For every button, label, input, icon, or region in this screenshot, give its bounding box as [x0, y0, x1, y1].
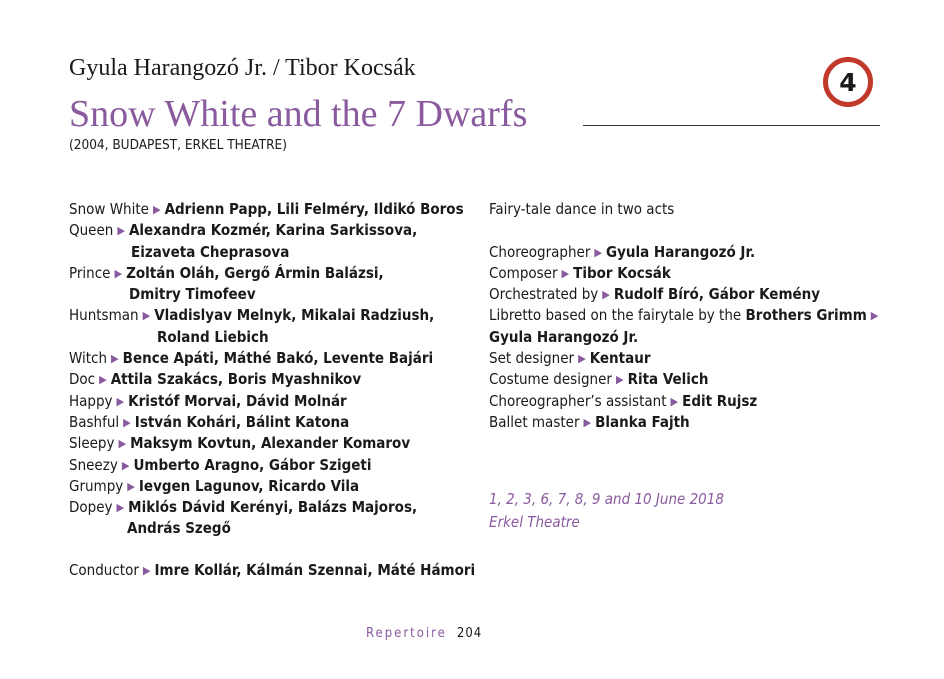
conductor-row: [69, 561, 475, 579]
role-label: Grumpy: [69, 476, 124, 495]
cast-names: Maksym Kovtun, Alexander Komarov: [130, 434, 411, 453]
badge-number: 4: [839, 67, 857, 97]
credit-libretto-cont: Gyula Harangozó Jr.: [489, 327, 639, 346]
cast-row-witch: [69, 348, 469, 369]
role-label: Choreographer: [489, 242, 591, 261]
credit-names: Brothers Grimm: [745, 306, 867, 325]
role-label: Prince: [69, 263, 111, 282]
triangle-right-icon: ▶: [870, 309, 879, 323]
credit-set: [489, 348, 889, 369]
role-label: Ballet master: [489, 412, 580, 431]
triangle-right-icon: ▶: [561, 266, 570, 280]
cast-row-snow-white: [69, 199, 469, 220]
role-label: Choreographer’s assistant: [489, 391, 667, 410]
title-rule: [583, 125, 880, 126]
cast-row-bashful: [69, 412, 469, 433]
role-label: Queen: [69, 221, 114, 240]
performance-dates: 1, 2, 3, 6, 7, 8, 9 and 10 June 2018: [489, 490, 724, 508]
cast-names: Vladislyav Melnyk, Mikalai Radziush,: [154, 306, 435, 325]
role-label: Witch: [69, 349, 108, 368]
credit-names: Tibor Kocsák: [573, 263, 671, 282]
footer-section: Repertoire: [366, 626, 447, 641]
credit-composer: [489, 263, 889, 284]
triangle-right-icon: ▶: [118, 437, 127, 451]
triangle-right-icon: ▶: [670, 394, 679, 408]
triangle-right-icon: ▶: [142, 564, 151, 577]
number-badge: [823, 57, 873, 107]
page-footer: [366, 626, 482, 641]
triangle-right-icon: ▶: [116, 501, 125, 515]
role-label: Sneezy: [69, 455, 118, 474]
production-meta: (2004, BUDAPEST, ERKEL THEATRE): [69, 137, 287, 153]
credit-names: Gyula Harangozó Jr.: [606, 242, 756, 261]
role-label: Huntsman: [69, 306, 139, 325]
credit-choreographer: [489, 242, 889, 263]
cast-names: Ievgen Lagunov, Ricardo Vila: [138, 476, 360, 495]
role-label: Happy: [69, 391, 113, 410]
credit-names: Edit Rujsz: [682, 391, 758, 410]
spacer: [489, 220, 889, 241]
role-label: Snow White: [69, 200, 149, 218]
role-label: Bashful: [69, 412, 120, 431]
triangle-right-icon: ▶: [583, 415, 592, 429]
triangle-right-icon: ▶: [121, 458, 130, 472]
page-number: 204: [456, 626, 483, 641]
role-label: Orchestrated by: [489, 285, 599, 304]
cast-list: [69, 199, 469, 540]
triangle-right-icon: ▶: [602, 288, 610, 302]
cast-row-huntsman-cont: Roland Liebich: [157, 327, 269, 346]
cast-row-doc: [69, 369, 469, 390]
cast-names: Bence Apáti, Máthé Bakó, Levente Bajári: [122, 349, 434, 368]
creative-team: [489, 199, 889, 433]
cast-row-dopey-cont: András Szegő: [127, 519, 231, 538]
credit-assistant: [489, 391, 889, 412]
cast-names: Zoltán Oláh, Gergő Ármin Balázsi,: [126, 263, 384, 282]
role-label: Sleepy: [69, 434, 115, 453]
cast-row-grumpy: [69, 476, 469, 497]
triangle-right-icon: ▶: [116, 394, 125, 408]
credit-names: Kentaur: [589, 349, 651, 368]
cast-names: Umberto Aragno, Gábor Szigeti: [133, 455, 372, 474]
cast-names: Miklós Dávid Kerényi, Balázs Majoros,: [128, 498, 418, 517]
triangle-right-icon: ▶: [123, 415, 131, 429]
triangle-right-icon: ▶: [114, 266, 123, 280]
cast-names: István Kohári, Bálint Katona: [134, 412, 350, 431]
role-label: Doc: [69, 370, 96, 389]
role-label: Costume designer: [489, 370, 612, 389]
triangle-right-icon: ▶: [127, 479, 135, 493]
cast-row-prince: [69, 263, 469, 284]
credit-libretto: [489, 305, 889, 326]
cast-row-queen-cont: Eizaveta Cheprasova: [131, 242, 290, 261]
conductor-names: Imre Kollár, Kálmán Szennai, Máté Hámori: [154, 561, 476, 579]
credit-names: Rita Velich: [627, 370, 709, 389]
triangle-right-icon: ▶: [615, 373, 624, 387]
cast-names: Alexandra Kozmér, Karina Sarkissova,: [128, 221, 418, 240]
cast-row-prince-cont: Dmitry Timofeev: [129, 285, 256, 304]
triangle-right-icon: ▶: [117, 224, 125, 238]
authors-line: Gyula Harangozó Jr. / Tibor Kocsák: [69, 55, 416, 81]
role-label: Conductor: [69, 561, 139, 579]
cast-row-sneezy: [69, 455, 469, 476]
performance-info: [489, 488, 724, 534]
role-label: Set designer: [489, 349, 575, 368]
performance-venue: Erkel Theatre: [489, 513, 580, 531]
credit-costume: [489, 369, 889, 390]
cast-row-happy: [69, 391, 469, 412]
triangle-right-icon: ▶: [111, 352, 119, 366]
page-title: Snow White and the 7 Dwarfs: [69, 93, 528, 135]
role-label: Dopey: [69, 498, 113, 517]
cast-names: Kristóf Morvai, Dávid Molnár: [128, 391, 347, 410]
role-label: Composer: [489, 263, 558, 282]
cast-row-sleepy: [69, 433, 469, 454]
triangle-right-icon: ▶: [578, 352, 586, 366]
credit-ballet-master: [489, 412, 889, 433]
triangle-right-icon: ▶: [99, 373, 107, 387]
triangle-right-icon: ▶: [594, 245, 602, 259]
cast-names: Attila Szakács, Boris Myashnikov: [110, 370, 362, 389]
genre-line: Fairy-tale dance in two acts: [489, 200, 675, 218]
triangle-right-icon: ▶: [142, 309, 151, 323]
cast-row-queen: [69, 220, 469, 241]
cast-names: Adrienn Papp, Lili Felméry, Ildikó Boros: [164, 200, 464, 218]
cast-row-dopey: [69, 497, 469, 518]
credit-names: Blanka Fajth: [595, 412, 690, 431]
cast-row-huntsman: [69, 305, 469, 326]
role-label: Libretto based on the fairytale by the: [489, 306, 742, 325]
triangle-right-icon: ▶: [152, 203, 161, 216]
credit-orchestrated: [489, 284, 889, 305]
credit-names: Rudolf Bíró, Gábor Kemény: [613, 285, 821, 304]
